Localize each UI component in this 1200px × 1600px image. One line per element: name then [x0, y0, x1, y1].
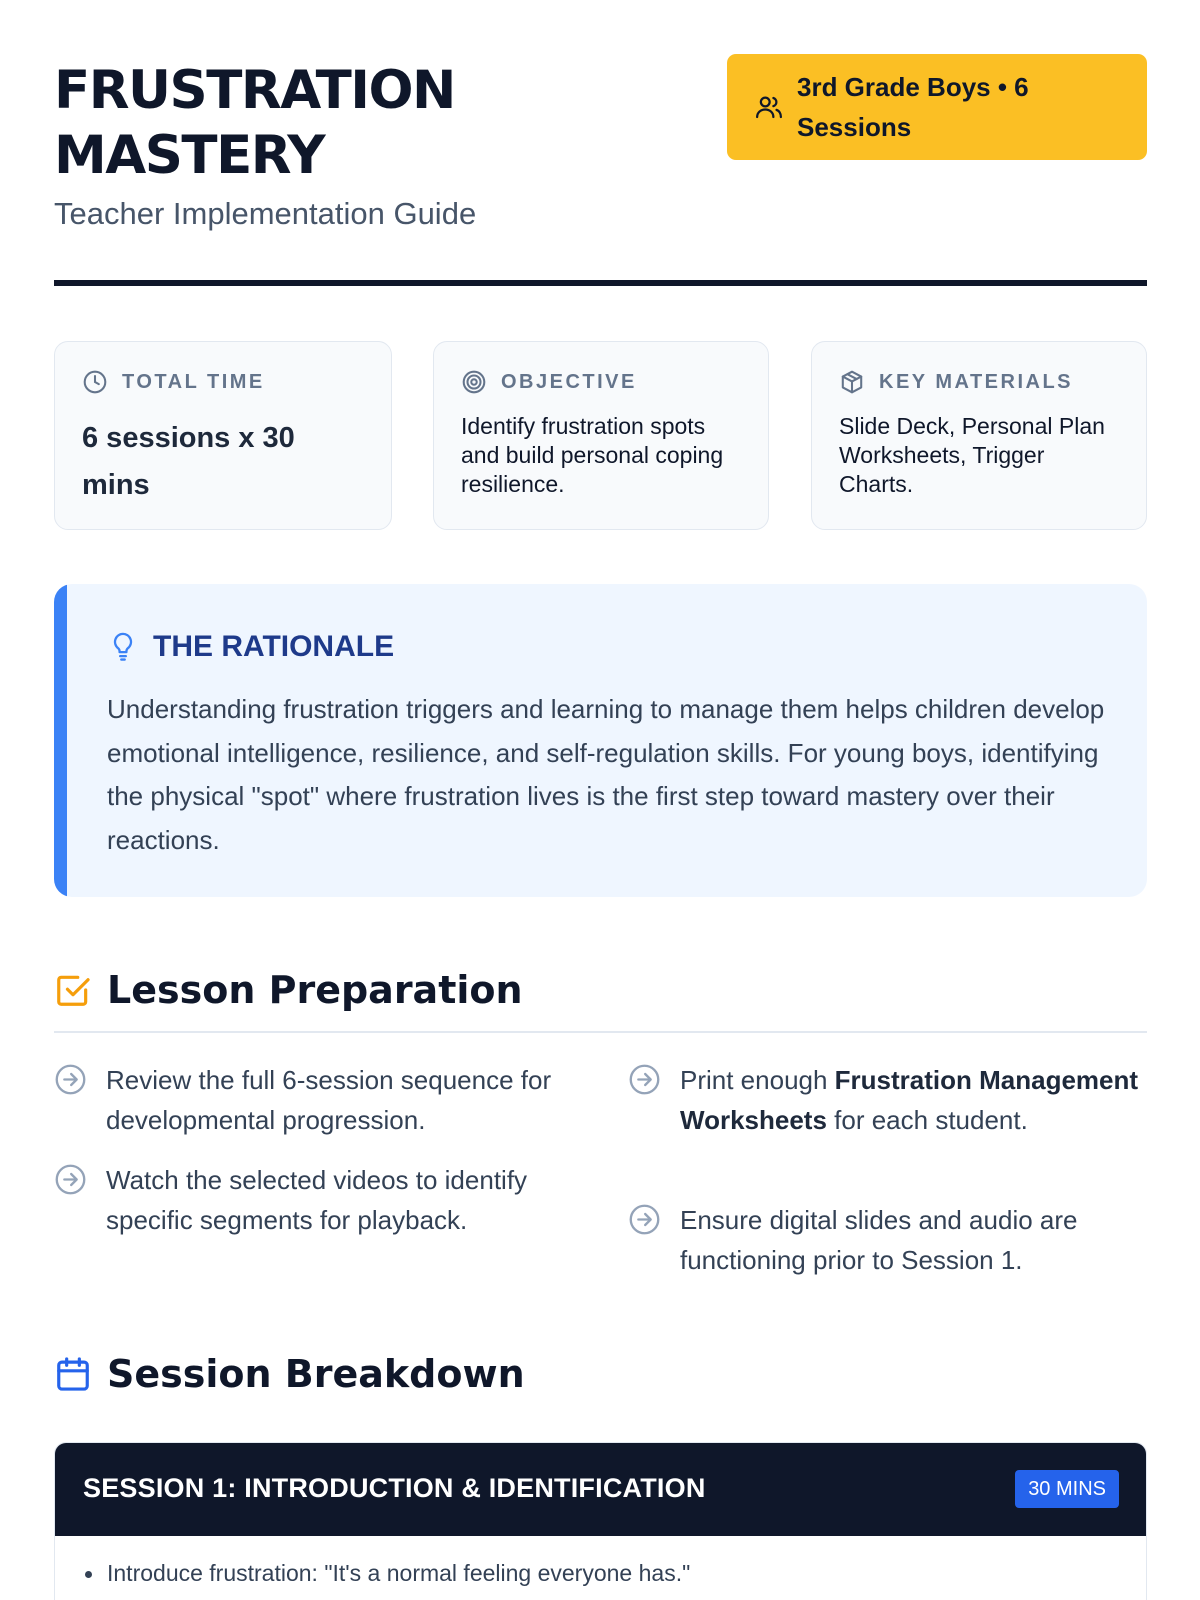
badge-label: 3rd Grade Boys • 6 Sessions [797, 72, 1029, 142]
page-subtitle: Teacher Implementation Guide [54, 196, 477, 231]
prep-item-text: Watch the selected videos to identify specific segments for playback. [106, 1165, 528, 1235]
rationale-body: Understanding frustration triggers and learning to manage them helps children develop emotional intelligence, resilience, and self-regulation skills. For young boys, identifying the physical "spot" where frustration lives is the first step toward mastery over their reactions. [107, 694, 1105, 855]
section-title: Session Breakdown [107, 1352, 525, 1396]
session-duration-badge: 30 MINS [1015, 1470, 1119, 1508]
card-label: TOTAL TIME [122, 370, 265, 393]
session-bullet-list [55, 1536, 1146, 1590]
prep-item-text-bold: Frustration Management Worksheets [680, 1065, 1139, 1135]
title-line-1: FRUSTRATION [54, 60, 455, 121]
card-label: OBJECTIVE [501, 370, 637, 393]
prep-item [54, 1160, 574, 1240]
session-breakdown-heading [54, 1352, 525, 1396]
prep-item-text: Review the full 6-session sequence for developmental progression. [106, 1065, 552, 1135]
clock-icon [82, 369, 108, 395]
card-value: Slide Deck, Personal Plan Worksheets, Trigger Charts. [839, 413, 1105, 497]
package-icon [839, 369, 865, 395]
users-icon [754, 92, 784, 122]
page-title [54, 58, 674, 188]
audience-badge [727, 54, 1147, 160]
rationale-title: THE RATIONALE [153, 630, 395, 663]
arrow-circle-icon [54, 1063, 87, 1096]
key-materials-card [811, 341, 1147, 530]
header-divider [54, 280, 1147, 286]
lesson-preparation-heading [54, 968, 523, 1012]
arrow-circle-icon [628, 1203, 661, 1236]
prep-item-text [680, 1060, 1147, 1140]
card-label: KEY MATERIALS [879, 370, 1073, 393]
card-value: Identify frustration spots and build personal coping resilience. [461, 413, 724, 497]
section-divider [54, 1031, 1147, 1033]
total-time-card [54, 341, 392, 530]
session-header [55, 1443, 1146, 1536]
session-card [54, 1442, 1147, 1600]
card-value: 6 sessions x 30 mins [82, 422, 295, 501]
prep-item-text-post: for each student. [826, 1105, 1028, 1135]
prep-item-text: Ensure digital slides and audio are functioning prior to Session 1. [680, 1205, 1078, 1275]
rationale-callout [54, 584, 1147, 897]
calendar-icon [54, 1355, 92, 1393]
arrow-circle-icon [54, 1163, 87, 1196]
arrow-circle-icon [628, 1063, 661, 1096]
prep-item [54, 1060, 574, 1140]
session-title: SESSION 1: INTRODUCTION & IDENTIFICATION [83, 1473, 706, 1503]
session-bullet: Introduce frustration: "It's a normal feeling everyone has." [83, 1556, 1146, 1590]
lightbulb-icon [109, 631, 137, 663]
checkbox-icon [54, 971, 92, 1009]
section-title: Lesson Preparation [107, 968, 523, 1012]
prep-item [628, 1060, 1147, 1140]
prep-item-text-pre: Print enough [680, 1065, 835, 1095]
guide-page [54, 0, 1147, 1600]
title-line-2: MASTERY [54, 125, 325, 186]
objective-card [433, 341, 769, 530]
prep-item [628, 1200, 1147, 1280]
target-icon [461, 369, 487, 395]
rationale-accent-bar [54, 584, 67, 897]
